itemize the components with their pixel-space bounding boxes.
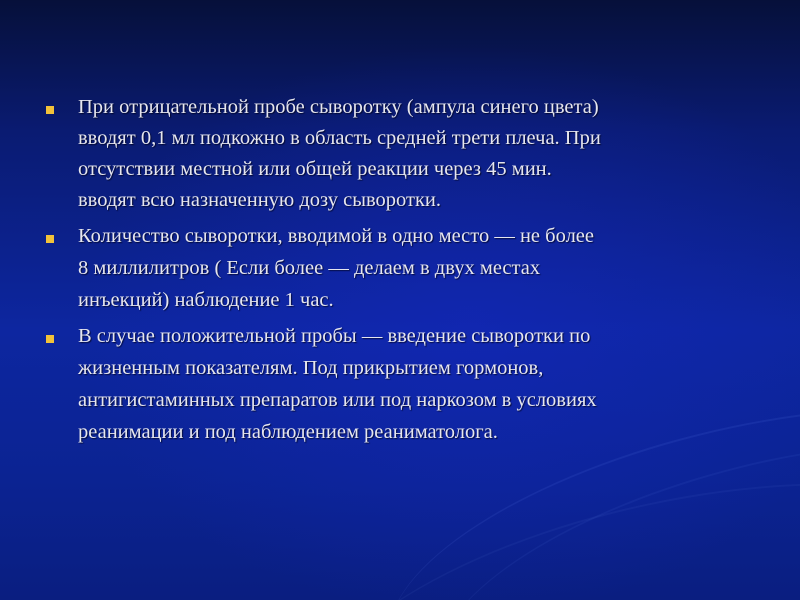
bullet-text: Количество сыворотки, вводимой в одно место — не более 8 миллилитров ( Если более — делаем в двух местах инъекций) наблюдение 1 час. bbox=[78, 225, 594, 311]
bullet-item bbox=[46, 320, 766, 448]
bullet-item bbox=[46, 220, 766, 316]
bullet-text: В случае положительной пробы — введение сыворотки по жизненным показателям. Под прикрытием гормонов, антигистаминных препаратов или под наркозом в условиях реанимации и под наблюдением реаниматолога. bbox=[78, 325, 597, 443]
bullet-list bbox=[46, 92, 766, 452]
bullet-text: При отрицательной пробе сыворотку (ампула синего цвета) вводят 0,1 мл подкожно в область средней трети плеча. При отсутствии местной или общей реакции через 45 мин. вводят всю назначенную дозу сыворотки. bbox=[78, 96, 601, 211]
square-bullet-icon bbox=[46, 106, 54, 114]
square-bullet-icon bbox=[46, 235, 54, 243]
bullet-item bbox=[46, 92, 766, 216]
square-bullet-icon bbox=[46, 335, 54, 343]
